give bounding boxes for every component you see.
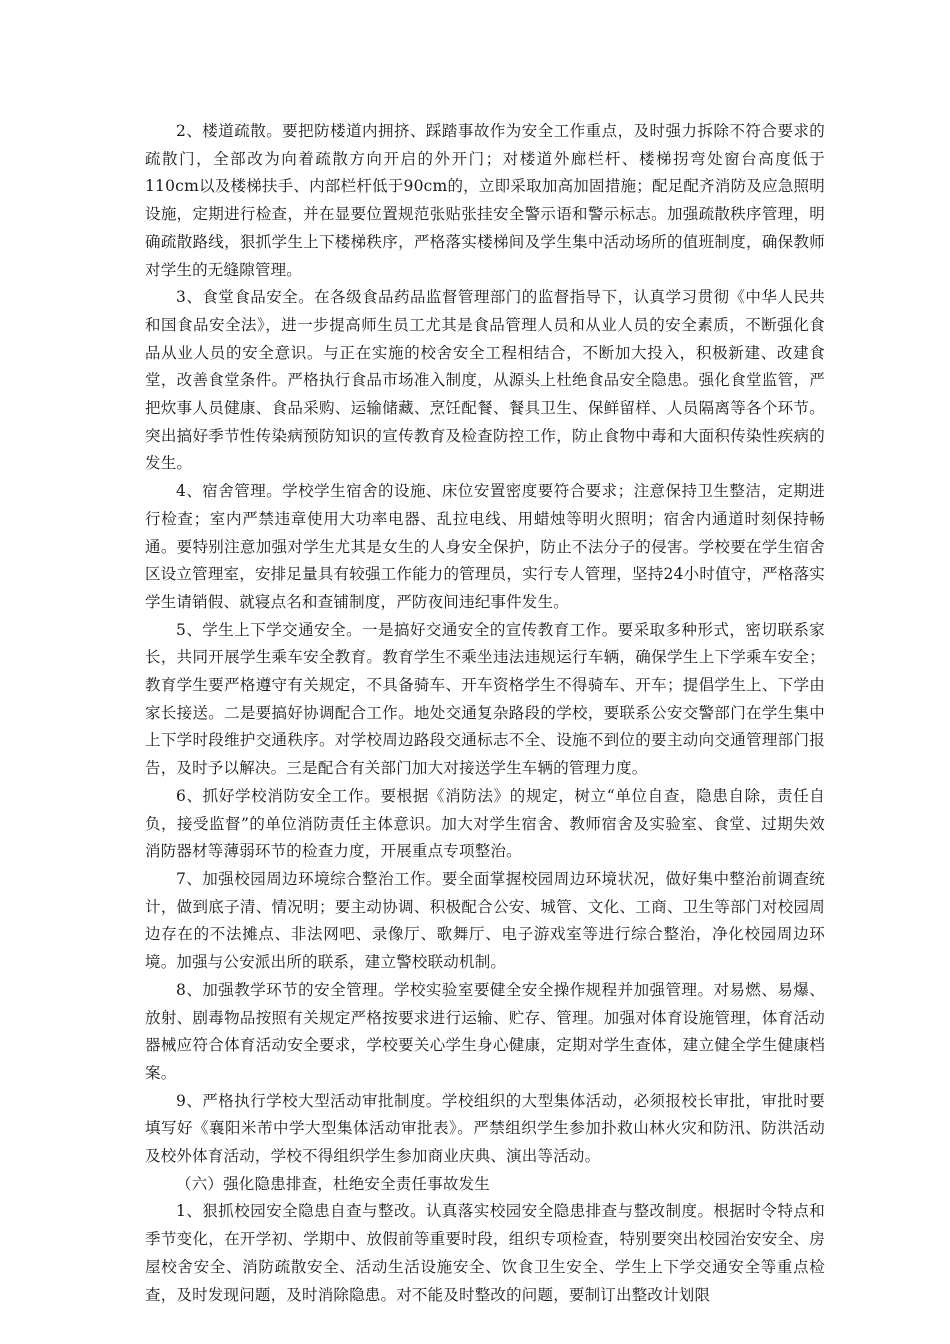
paragraph-teaching-safety: 8、加强教学环节的安全管理。学校实验室要健全安全操作规程并加强管理。对易燃、易爆、放射、剧毒物品按照有关规定严格按要求进行运输、贮存、管理。加强对体育设施管理，体育活动器械应符合体育活动安全要求，学校要关心学生身心健康，定期对学生查体，建立健全学生健康档案。 [145, 980, 825, 1082]
paragraph-fire-safety: 6、抓好学校消防安全工作。要根据《消防法》的规定，树立“单位自查，隐患自除，责任自负，接受监督”的单位消防责任主体意识。加大对学生宿舍、教师宿舍及实验室、食堂、过期失效消防器材等薄弱环节的检查力度，开展重点专项整治。 [145, 786, 825, 861]
section-heading: （六）强化隐患排查，杜绝安全责任事故发生 [176, 1174, 491, 1193]
paragraph-event-approval: 9、严格执行学校大型活动审批制度。学校组织的大型集体活动，必须报校长审批，审批时要填写好《襄阳米芾中学大型集体活动审批表》。严禁组织学生参加扑救山林火灾和防汛、防洪活动及校外体育活动，学校不得组织学生参加商业庆典、演出等活动。 [145, 1091, 825, 1166]
paragraph-dormitory-management: 4、宿舍管理。学校学生宿舍的设施、床位安置密度要符合要求；注意保持卫生整洁，定期进行检查；室内严禁违章使用大功率电器、乱拉电线、用蜡烛等明火照明；宿舍内通道时刻保持畅通。要特别注意加强对学生尤其是女生的人身安全保护，防止不法分子的侵害。学校要在学生宿舍区设立管理室，安排足量具有较强工作能力的管理员，实行专人管理，坚持24小时值守，严格落实学生请销假、就寝点名和查铺制度，严防夜间违纪事件发生。 [145, 482, 825, 611]
paragraph-traffic-safety: 5、学生上下学交通安全。一是搞好交通安全的宣传教育工作。要采取多种形式，密切联系家长，共同开展学生乘车安全教育。教育学生不乘坐违法违规运行车辆，确保学生上下学乘车安全；教育学生要严格遵守有关规定，不具备骑车、开车资格学生不得骑车、开车；提倡学生上、下学由家长接送。二是要搞好协调配合工作。地处交通复杂路段的学校，要联系公安交警部门在学生集中上下学时段维护交通秩序。对学校周边路段交通标志不全、设施不到位的要主动向交通管理部门报告，及时予以解决。三是配合有关部门加大对接送学生车辆的管理力度。 [145, 620, 825, 778]
document-page [145, 118, 825, 1309]
paragraph-canteen-food-safety: 3、食堂食品安全。在各级食品药品监督管理部门的监督指导下，认真学习贯彻《中华人民共和国食品安全法》，进一步提高师生员工尤其是食品管理人员和从业人员的安全素质，不断强化食品从业人员的安全意识。与正在实施的校舍安全工程相结合，不断加大投入，积极新建、改建食堂，改善食堂条件。严格执行食品市场准入制度，从源头上杜绝食品安全隐患。强化食堂监管，严把炊事人员健康、食品采购、运输储藏、烹饪配餐、餐具卫生、保鲜留样、人员隔离等各个环节。突出搞好季节性传染病预防知识的宣传教育及检查防控工作，防止食物中毒和大面积传染性疾病的发生。 [145, 288, 825, 473]
paragraph-campus-surroundings: 7、加强校园周边环境综合整治工作。要全面掌握校园周边环境状况，做好集中整治前调查统计，做到底子清、情况明；要主动协调、积极配合公安、城管、文化、工商、卫生等部门对校园周边存在的不法摊点、非法网吧、录像厅、歌舞厅、电子游戏室等进行综合整治，净化校园周边环境。加强与公安派出所的联系，建立警校联动机制。 [145, 869, 825, 972]
paragraph-hazard-inspection: 1、狠抓校园安全隐患自查与整改。认真落实校园安全隐患排查与整改制度。根据时令特点和季节变化，在开学初、学期中、放假前等重要时段，组织专项检查，特别要突出校园治安安全、房屋校舍安全、消防疏散安全、活动生活设施安全、饮食卫生安全、学生上下学交通安全等重点检查，及时发现问题，及时消除隐患。对不能及时整改的问题，要制订出整改计划限 [145, 1202, 825, 1304]
paragraph-stairway-evacuation: 2、楼道疏散。要把防楼道内拥挤、踩踏事故作为安全工作重点，及时强力拆除不符合要求的疏散门，全部改为向着疏散方向开启的外开门；对楼道外廊栏杆、楼梯拐弯处窗台高度低于110cm以及楼梯扶手、内部栏杆低于90cm的，立即采取加高加固措施；配足配齐消防及应急照明设施，定期进行检查，并在显要位置规范张贴张挂安全警示语和警示标志。加强疏散秩序管理，明确疏散路线，狠抓学生上下楼梯秩序，严格落实楼梯间及学生集中活动场所的值班制度，确保教师对学生的无缝隙管理。 [145, 122, 825, 279]
